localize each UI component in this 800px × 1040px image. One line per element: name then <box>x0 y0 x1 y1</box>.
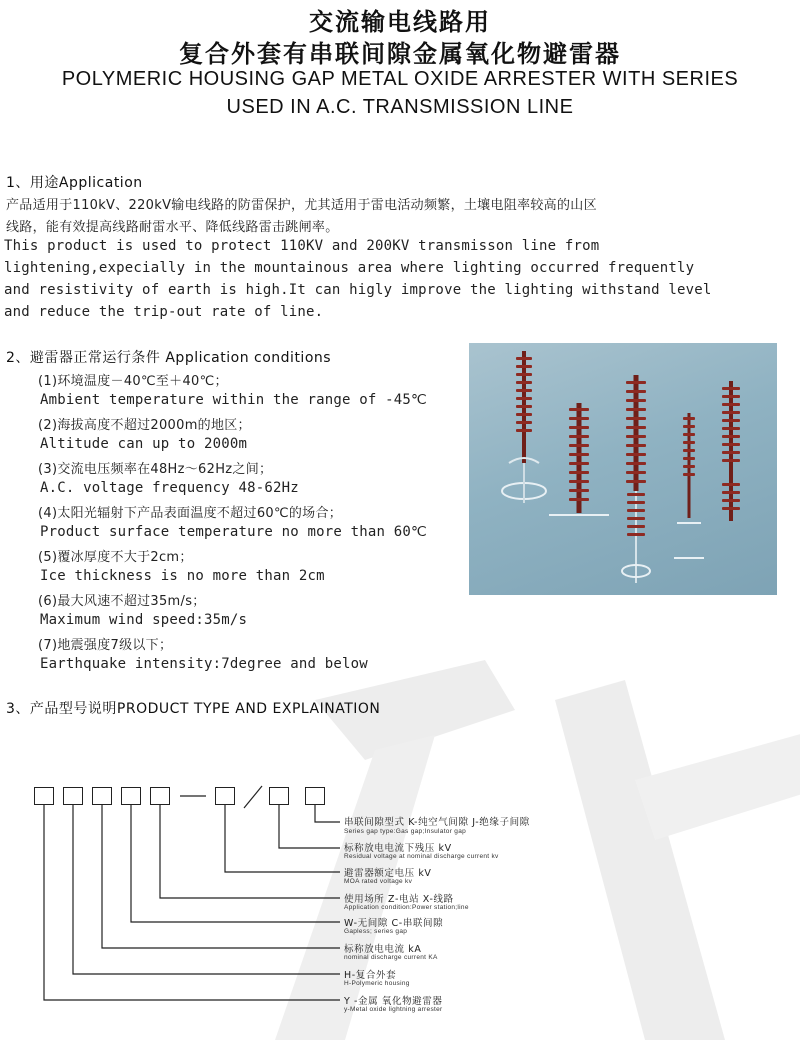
type-label-2-cn: 标称放电电流下残压 kV <box>344 843 452 854</box>
type-label-5-en: Gapless; series gap <box>344 928 408 935</box>
arrester-2 <box>549 403 609 515</box>
condition-7-en: Earthquake intensity:7degree and below <box>40 656 368 672</box>
type-label-8-en: y-Metal oxide lightning arrester <box>344 1006 443 1013</box>
condition-3-en: A.C. voltage frequency 48-62Hz <box>40 480 299 496</box>
application-en-line-3: and resistivity of earth is high.It can higly improve the lighting withstand level <box>4 282 712 298</box>
title-en-line-1: POLYMERIC HOUSING GAP METAL OXIDE ARRESTER WITH SERIES <box>61 68 739 90</box>
condition-2-cn: (2)海拔高度不超过2000m的地区； <box>38 418 251 433</box>
condition-6-cn: (6)最大风速不超过35m/s； <box>38 594 206 609</box>
condition-6-en: Maximum wind speed:35m/s <box>40 612 248 628</box>
condition-1-en: Ambient temperature within the range of -45℃ <box>40 392 427 408</box>
arrester-3 <box>622 375 650 583</box>
condition-1-cn: (1)环境温度－40℃至＋40℃； <box>38 374 228 389</box>
type-label-3-cn: 避雷器额定电压 kV <box>344 868 432 879</box>
application-cn-line-2: 线路，能有效提高线路耐雷水平、降低线路雷击跳闸率。 <box>6 220 339 235</box>
type-label-5-cn: W-无间隙 C-串联间隙 <box>344 918 444 929</box>
type-code-leader-lines <box>0 780 360 1020</box>
type-label-8-cn: Y -金属 氧化物避雷器 <box>344 996 443 1007</box>
arrester-product-photo <box>469 343 777 595</box>
title-cn-line-2: 复合外套有串联间隙金属氧化物避雷器 <box>179 40 621 68</box>
condition-7-cn: (7)地震强度7级以下； <box>38 638 173 653</box>
arrester-5 <box>722 381 740 521</box>
type-label-1-en: Series gap type:Gas gap;Insulator gap <box>344 828 467 835</box>
type-label-4-cn: 使用场所 Z-电站 X-线路 <box>344 894 454 905</box>
condition-5-en: Ice thickness is no more than 2cm <box>40 568 325 584</box>
section-type-heading: 3、产品型号说明PRODUCT TYPE AND EXPLAINATION <box>6 701 381 717</box>
application-cn-line-1: 产品适用于110kV、220kV输电线路的防雷保护，尤其适用于雷电活动频繁，土壤电阻率较高的山区 <box>6 198 597 213</box>
application-en-line-1: This product is used to protect 110KV and 200KV transmisson line from <box>4 238 600 254</box>
type-label-7-cn: H-复合外套 <box>344 970 397 981</box>
condition-4-en: Product surface temperature no more than 60℃ <box>40 524 427 540</box>
type-label-3-en: MOA rated voltage kv <box>344 878 413 885</box>
section-conditions-heading: 2、避雷器正常运行条件 Application conditions <box>6 350 332 366</box>
type-label-1-cn: 串联间隙型式 K-纯空气间隙 J-绝缘子间隙 <box>344 817 530 828</box>
application-en-line-2: lightening,expecially in the mountainous area where lighting occurred frequently <box>4 260 695 276</box>
type-label-4-en: Application condition:Power station;line <box>344 904 469 911</box>
type-label-7-en: H-Polymeric housing <box>344 980 410 987</box>
arrester-illustration <box>469 343 777 595</box>
section-application-heading: 1、用途Application <box>6 175 143 191</box>
condition-3-cn: (3)交流电压频率在48Hz～62Hz之间； <box>38 462 273 477</box>
type-label-2-en: Residual voltage at nominal discharge current kv <box>344 853 499 860</box>
type-label-6-cn: 标称放电电流 kA <box>344 944 422 955</box>
title-cn-line-1: 交流输电线路用 <box>309 8 491 36</box>
type-label-6-en: nominal discharge current KA <box>344 954 438 961</box>
condition-4-cn: (4)太阳光辐射下产品表面温度不超过60℃的场合； <box>38 506 343 521</box>
title-en-line-2: USED IN A.C. TRANSMISSION LINE <box>226 96 574 118</box>
arrester-1 <box>502 351 546 503</box>
application-en-line-4: and reduce the trip-out rate of line. <box>4 304 324 320</box>
condition-2-en: Altitude can up to 2000m <box>40 436 248 452</box>
condition-5-cn: (5)覆冰厚度不大于2cm； <box>38 550 193 565</box>
arrester-4 <box>674 413 704 558</box>
